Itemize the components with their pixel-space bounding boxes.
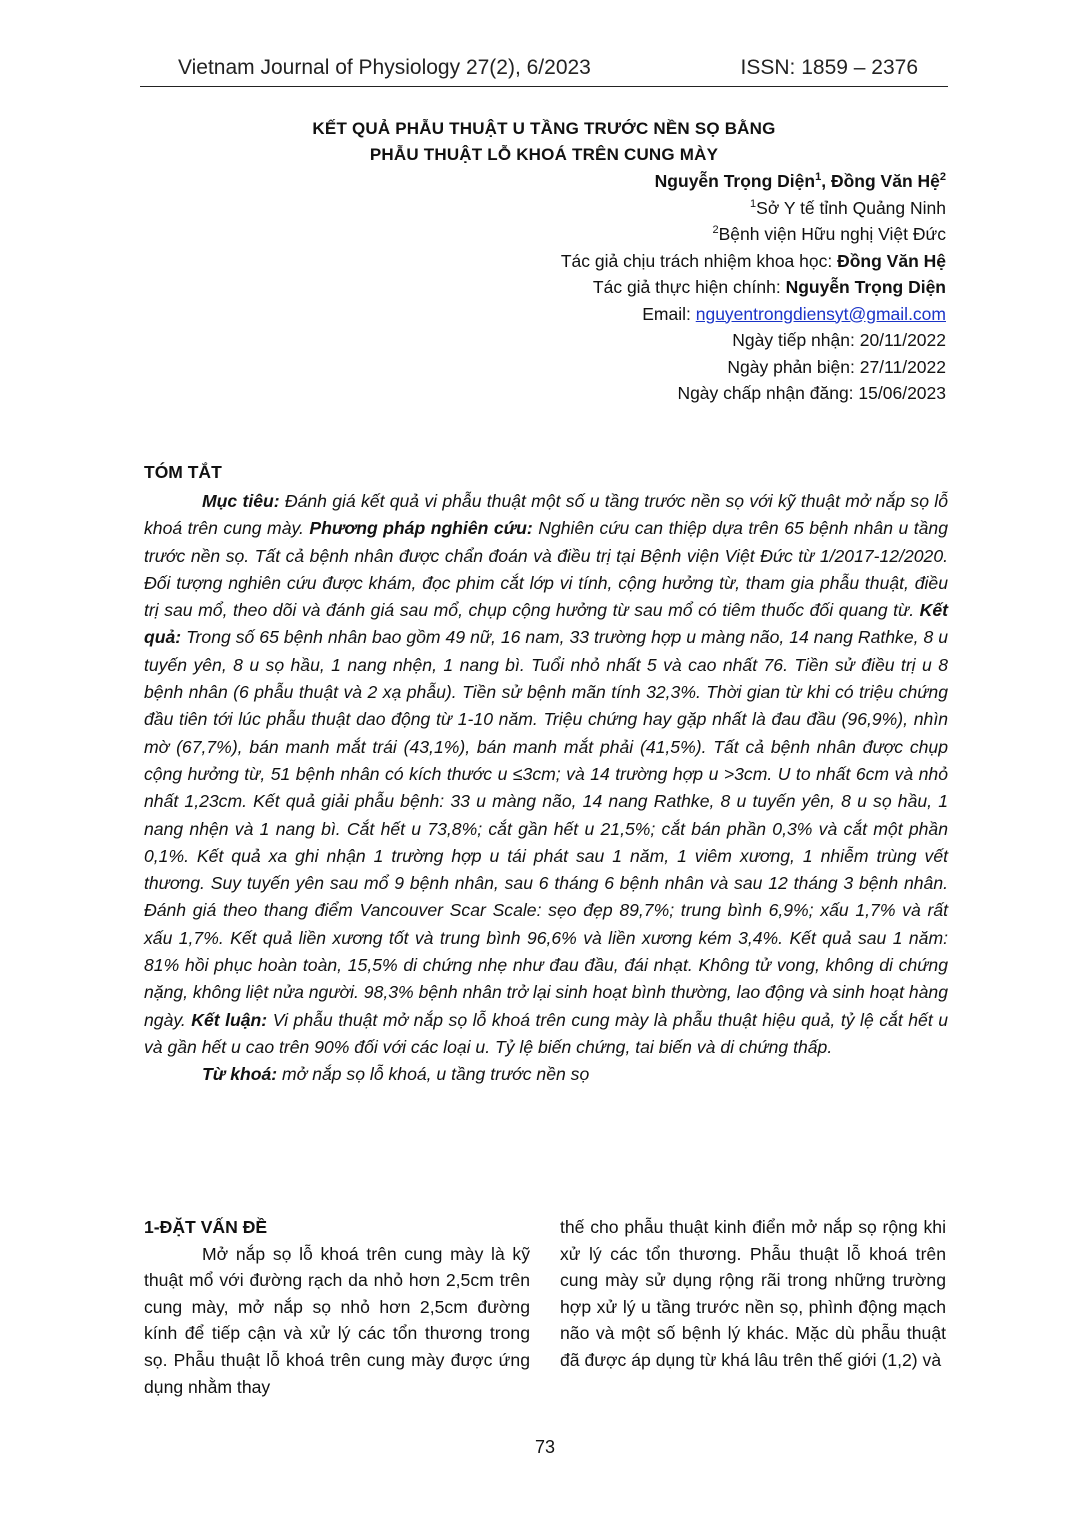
section-1-heading: 1-ĐẶT VẤN ĐỀ [144, 1217, 268, 1237]
article-title [140, 116, 948, 168]
header-divider [140, 86, 948, 87]
email-link[interactable]: nguyentrongdiensyt@gmail.com [695, 303, 946, 324]
conclusion-label: Kết luận: [191, 1009, 268, 1030]
abstract-paragraph [144, 488, 948, 1061]
column-right-text: thế cho phẫu thuật kinh điển mở nắp sọ rộng khi xử lý các tổn thương. Phẫu thuật lỗ khoá trên cung mày sử dụng rộng rãi trong những trường hợp xử lý u tầng trước nền sọ, phình động mạch não và một số bệnh lý khác. Mặc dù phẫu thuật đã được áp dụng từ khá lâu trên thế giới (1,2) và [560, 1217, 946, 1370]
author-2-affiliation: 2 [939, 171, 946, 184]
affiliation-1 [400, 195, 946, 222]
running-header [140, 56, 948, 86]
affiliation-1-mark: 1 [750, 197, 757, 210]
results-text-b: 3cm; và 14 trường hợp u >3cm. U to nhất 6cm và nhỏ nhất 1,23cm. Kết quả giải phẫu bệnh: 33 u màng não, 14 nang Rathke, 8 u tuyến yên, 8 u sọ hầu, 1 nang nhện và 1 nang bì. Cắt hết u 73,8%; cắt gần hết u 21,5%; cắt bán phần 0,3% và cắt một phần 0,1%. Kết quả xa ghi nhận 1 trường hợp u tái phát sau 1 năm, 1 viêm xương, 1 nhiễm trùng vết thương. Suy tuyến yên sau mổ 9 bệnh nhân, sau 6 tháng 6 bệnh nhân và sau 12 tháng 3 bệnh nhân. Đánh giá theo thang điểm Vancouver Scar Scale: sẹo đẹp 89,7%; trung bình 6,9%; xấu 1,7% và rất xấu 1,7%. Kết quả liền xương tốt và trung bình 96,6% và liền xương kém 3,4%. Kết quả sau 1 năm: 81% hồi phục hoàn toàn, 15,5% di chứng nhẹ như đau đầu, đái nhạt. Không tử vong, không di chứng nặng, không liệt nửa người. 98,3% bệnh nhân trở lại sinh hoạt bình thường, lao động và sinh hoạt hàng ngày. [144, 763, 948, 1030]
objective-label: Mục tiêu: [202, 491, 280, 511]
less-equal-symbol: ≤ [512, 763, 523, 784]
methods-text: Nghiên cứu can thiệp dựa trên 65 bệnh nhân u tầng trước nền sọ. Tất cả bệnh nhân được chẩn đoán và điều trị tại Bệnh viện Việt Đức từ 1/2017-12/2020. Đối tượng nghiên cứu được khám, đọc phim cắt lớp vi tính, cộng hưởng từ, tham gia phẫu thuật, điều trị sau mổ, theo dõi và đánh giá sau mổ, chụp cộng hưởng từ sau mổ có tiêm thuốc đối quang từ. [144, 518, 948, 621]
abstract-heading: TÓM TẮT [144, 462, 222, 482]
author-block [400, 168, 946, 407]
reviewed-date: Ngày phản biện: 27/11/2022 [727, 356, 946, 377]
author-1-affiliation: 1 [815, 171, 822, 184]
title-line-2: PHẪU THUẬT LỖ KHOÁ TRÊN CUNG MÀY [369, 145, 719, 164]
title-line-1: KẾT QUẢ PHẪU THUẬT U TẦNG TRƯỚC NỀN SỌ BẰNG [312, 119, 776, 138]
column-left-text: Mở nắp sọ lỗ khoá trên cung mày là kỹ thuật mổ với đường rạch da nhỏ hơn 2,5cm trên cung mày, mở nắp sọ nhỏ hơn 2,5cm đường kính để tiếp cận và xử lý các tổn thương trong sọ. Phẫu thuật lỗ khoá trên cung mày được ứng dụng nhằm thay [144, 1243, 530, 1397]
keywords-paragraph [144, 1061, 948, 1088]
abstract-body [144, 488, 948, 1089]
affiliation-2-mark: 2 [712, 224, 719, 237]
objective-text: Đánh giá kết quả vi phẫu thuật một số u tầng trước nền sọ với kỹ thuật mở nắp sọ lỗ khoá trên cung mày. [144, 491, 948, 539]
accepted-date: Ngày chấp nhận đăng: 15/06/2023 [677, 383, 946, 403]
main-author-name: Nguyễn Trọng Diện [785, 277, 946, 297]
received-date: Ngày tiếp nhận: 20/11/2022 [732, 330, 946, 350]
journal-name: Vietnam Journal of Physiology 27(2), 6/2023 [178, 56, 591, 79]
body-column-left [144, 1214, 530, 1400]
author-2: Đồng Văn Hệ [830, 171, 940, 191]
affiliation-2 [400, 221, 946, 248]
author-1: Nguyễn Trọng Diện [654, 171, 816, 191]
author-names [400, 168, 946, 195]
affiliation-1-text: Sở Y tế tỉnh Quảng Ninh [756, 197, 946, 218]
keywords-label: Từ khoá: [202, 1064, 278, 1085]
corresponding-label: Tác giả chịu trách nhiệm khoa học: [560, 250, 838, 271]
corresponding-author [400, 248, 946, 275]
results-label: Kết quả: [144, 600, 948, 648]
author-separator: , [821, 171, 831, 191]
methods-label: Phương pháp nghiên cứu: [309, 518, 533, 539]
keywords-text: mở nắp sọ lỗ khoá, u tầng trước nền sọ [277, 1064, 590, 1085]
main-author [400, 274, 946, 301]
conclusion-text: Vi phẫu thuật mở nắp sọ lỗ khoá trên cung mày là phẫu thuật hiệu quả, tỷ lệ cắt hết u và gần hết u cao trên 90% đối với các loại u. Tỷ lệ biến chứng, tai biến và di chứng thấp. [144, 1009, 949, 1057]
main-author-label: Tác giả thực hiện chính: [592, 277, 786, 297]
issn: ISSN: 1859 – 2376 [740, 56, 918, 79]
affiliation-2-text: Bệnh viện Hữu nghị Việt Đức [718, 224, 946, 244]
email-line [400, 301, 946, 328]
body-column-right [560, 1214, 946, 1374]
email-label: Email: [642, 303, 696, 324]
results-text-a: Trong số 65 bệnh nhân bao gồm 49 nữ, 16 nam, 33 trường hợp u màng não, 14 nang Rathke, 8 u tuyến yên, 8 u sọ hầu, 1 nang nhện, 1 nang bì. Tuổi nhỏ nhất 5 và cao nhất 76. Tiền sử điều trị u 8 bệnh nhân (6 phẫu thuật và 2 xạ phẫu). Tiền sử bệnh mãn tính 32,3%. Thời gian từ khi có triệu chứng đầu tiên tới lúc phẫu thuật dao động từ 1-10 năm. Triệu chứng hay gặp nhất là đau đầu (96,9%), nhìn mờ (67,7%), bán manh mắt trái (43,1%), bán manh mắt phải (41,5%). Tất cả bệnh nhân được chụp cộng hưởng từ, 51 bệnh nhân có kích thước u [144, 627, 948, 784]
page-number: 73 [534, 1437, 556, 1457]
corresponding-name: Đồng Văn Hệ [837, 250, 946, 271]
